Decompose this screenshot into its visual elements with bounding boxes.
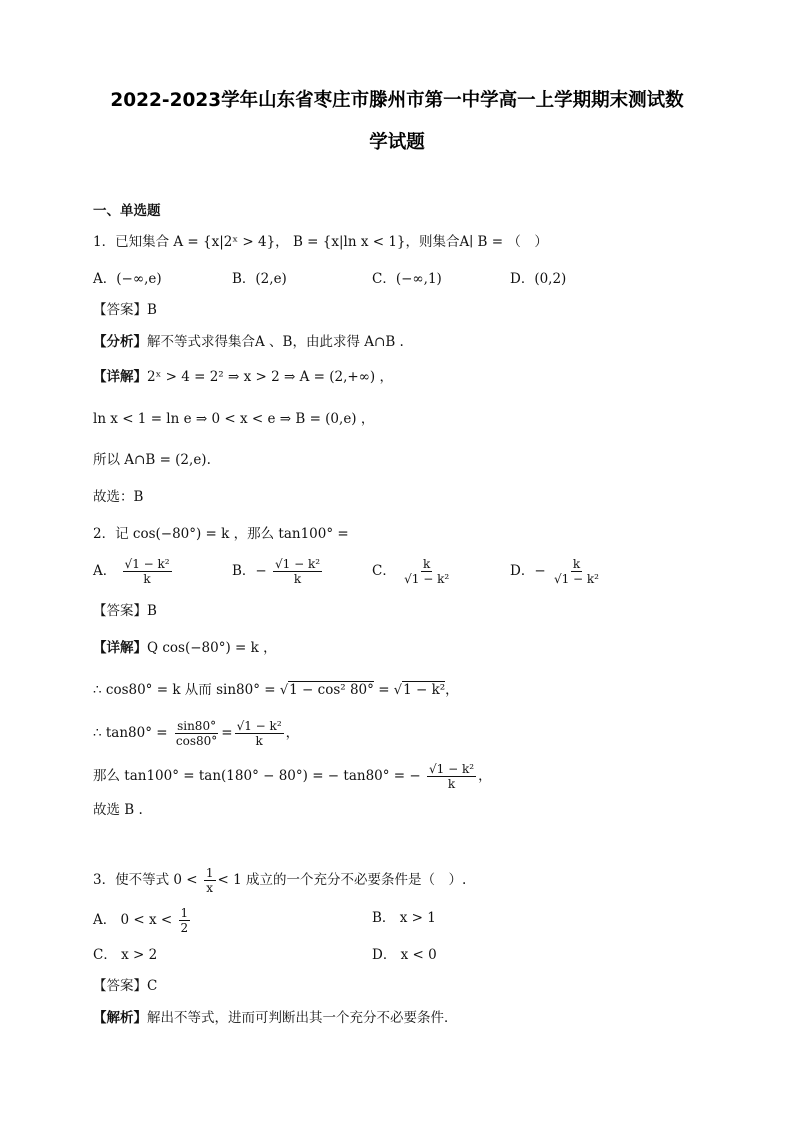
q2-detail [93, 638, 277, 658]
q3-analysis [93, 1008, 458, 1028]
q3-stem-numerator: 1 [205, 866, 214, 880]
q2-detail-3-frac2-denominator: k [255, 734, 263, 748]
q3-stem [93, 866, 466, 895]
q1-option-c: C．(−∞,1) [372, 271, 442, 287]
q3-option-a-fraction [179, 906, 191, 935]
q1-stem-suffix: ，则集合A∣ B = （ ） [405, 234, 548, 250]
q2-option-c-fraction [402, 557, 451, 586]
q2-detail-3-prefix: ∴ tan80° = [93, 725, 168, 741]
q3-analysis-tag: 【解析】 [93, 1010, 147, 1026]
q2-detail-2-radicand-1: 1 − cos² 80° [289, 682, 374, 698]
q1-detail-line-2: ln x < 1 = ln e ⇒ 0 < x < e ⇒ B = (0,e) ， [93, 411, 375, 427]
q2-option-c-denominator: √1 − k² [404, 572, 450, 586]
q1-set-a: A = {x|2ˣ > 4} [173, 234, 276, 250]
q2-detail-4-prefix: 那么 tan100° = tan(180° − 80°) = − tan80° = − [93, 768, 421, 784]
q1-option-a: A．(−∞,e) [93, 271, 162, 287]
q3-stem-fraction [204, 866, 216, 895]
q2-detail-3-fraction-1 [174, 719, 219, 748]
q2-detail-3-frac1-denominator: cos80° [175, 734, 218, 748]
q2-option-d-denominator: √1 − k² [553, 572, 599, 586]
q3-option-a-label: A． [93, 912, 117, 928]
q2-detail-4-denominator: k [447, 777, 456, 791]
q2-option-b-numerator: √1 − k² [275, 557, 321, 571]
q2-option-b [232, 557, 324, 586]
q2-option-a-numerator: √1 − k² [124, 557, 170, 571]
q2-option-b-sign: − [255, 563, 267, 579]
q2-stem: 2．记 cos(−80°) = k ，那么 tan100° = [93, 526, 349, 542]
q1-detail [93, 367, 393, 387]
q2-option-c [372, 557, 453, 586]
q2-detail-4-suffix: ， [478, 768, 492, 784]
q1-detail-tag: 【详解】 [93, 369, 147, 385]
q2-detail-3-fraction-2 [235, 719, 284, 748]
q2-option-a-label: A． [93, 563, 117, 579]
q1-analysis [93, 332, 404, 352]
q2-detail-line-2 [93, 680, 459, 701]
q2-detail-3-suffix: ， [285, 725, 300, 741]
q2-option-d-sign: − [534, 563, 546, 579]
q2-detail-line-1: Q cos(−80°) = k ， [147, 640, 277, 656]
q2-option-a-denominator: k [143, 572, 151, 586]
q3-option-b: B． x > 1 [372, 910, 436, 926]
q2-option-d-label: D． [510, 563, 535, 579]
q1-separator: ， [275, 234, 289, 250]
q2-detail-2-suffix: ， [445, 682, 459, 698]
q3-option-a-numerator: 1 [180, 906, 189, 920]
q2-detail-3-frac1-numerator: sin80° [177, 719, 217, 733]
q1-set-b: B = {x|ln x < 1} [292, 234, 406, 250]
q2-detail-4-numerator: √1 − k² [429, 762, 475, 776]
q2-detail-2-equals: = [378, 682, 390, 698]
section-heading: 一、单选题 [93, 203, 161, 219]
q2-detail-line-3 [93, 719, 299, 748]
q2-option-d [510, 557, 603, 586]
q2-option-a [93, 557, 174, 586]
q1-detail-line-1: 2ˣ > 4 = 2² ⇒ x > 2 ⇒ A = (2,+∞) ， [147, 369, 393, 385]
q2-answer: 【答案】B [93, 603, 157, 619]
q2-detail-tag: 【详解】 [93, 640, 147, 656]
q1-option-b: B．(2,e) [232, 271, 287, 287]
q3-analysis-text: 解出不等式，进而可判断出其一个充分不必要条件． [147, 1010, 458, 1026]
q2-option-a-fraction [123, 557, 172, 586]
q3-stem-suffix: < 1 成立的一个充分不必要条件是（ ）. [217, 872, 467, 888]
q2-option-c-label: C． [372, 563, 396, 579]
q3-option-c: C． x > 2 [93, 947, 158, 963]
q3-option-a [93, 906, 192, 935]
q2-detail-4-fraction [427, 762, 476, 791]
document-title-line-2: 学试题 [369, 132, 425, 153]
q3-option-a-prefix: 0 < x < [120, 912, 173, 928]
q1-answer: 【答案】B [93, 302, 157, 318]
q2-detail-3-frac2-numerator: √1 − k² [236, 719, 282, 733]
q2-detail-3-equals: = [221, 725, 233, 741]
document-title-line-1: 2022-2023学年山东省枣庄市滕州市第一中学高一上学期期末测试数 [110, 90, 684, 111]
q1-option-d: D．(0,2) [510, 271, 567, 287]
q3-option-d: D． x < 0 [372, 947, 437, 963]
q3-answer: 【答案】C [93, 978, 158, 994]
sqrt-symbol: √ [393, 683, 403, 698]
q1-analysis-text: 解不等式求得集合A 、B，由此求得 A∩B . [147, 334, 404, 350]
sqrt-symbol: √ [279, 683, 289, 698]
q3-option-a-denominator: 2 [180, 921, 189, 935]
q2-option-b-denominator: k [293, 572, 302, 586]
q2-option-b-fraction [273, 557, 322, 586]
q2-option-d-numerator: k [572, 557, 581, 571]
q2-option-c-numerator: k [423, 557, 431, 571]
q3-stem-denominator: x [206, 881, 214, 895]
q1-analysis-tag: 【分析】 [93, 334, 147, 350]
q2-option-d-fraction [552, 557, 601, 586]
q2-option-b-label: B． [232, 563, 256, 579]
q2-detail-2-prefix: ∴ cos80° = k 从而 sin80° = [93, 682, 276, 698]
q3-stem-prefix: 3．使不等式 0 < [93, 872, 198, 888]
q2-detail-2-radicand-2: 1 − k² [403, 682, 446, 698]
q1-detail-line-3: 所以 A∩B = (2,e). [93, 452, 211, 468]
q1-stem-prefix: 1．已知集合 [93, 234, 170, 250]
q1-conclusion: 故选：B [93, 489, 144, 505]
q2-detail-line-4 [93, 762, 492, 791]
q2-conclusion: 故选 B . [93, 802, 143, 818]
q1-stem [93, 232, 548, 252]
